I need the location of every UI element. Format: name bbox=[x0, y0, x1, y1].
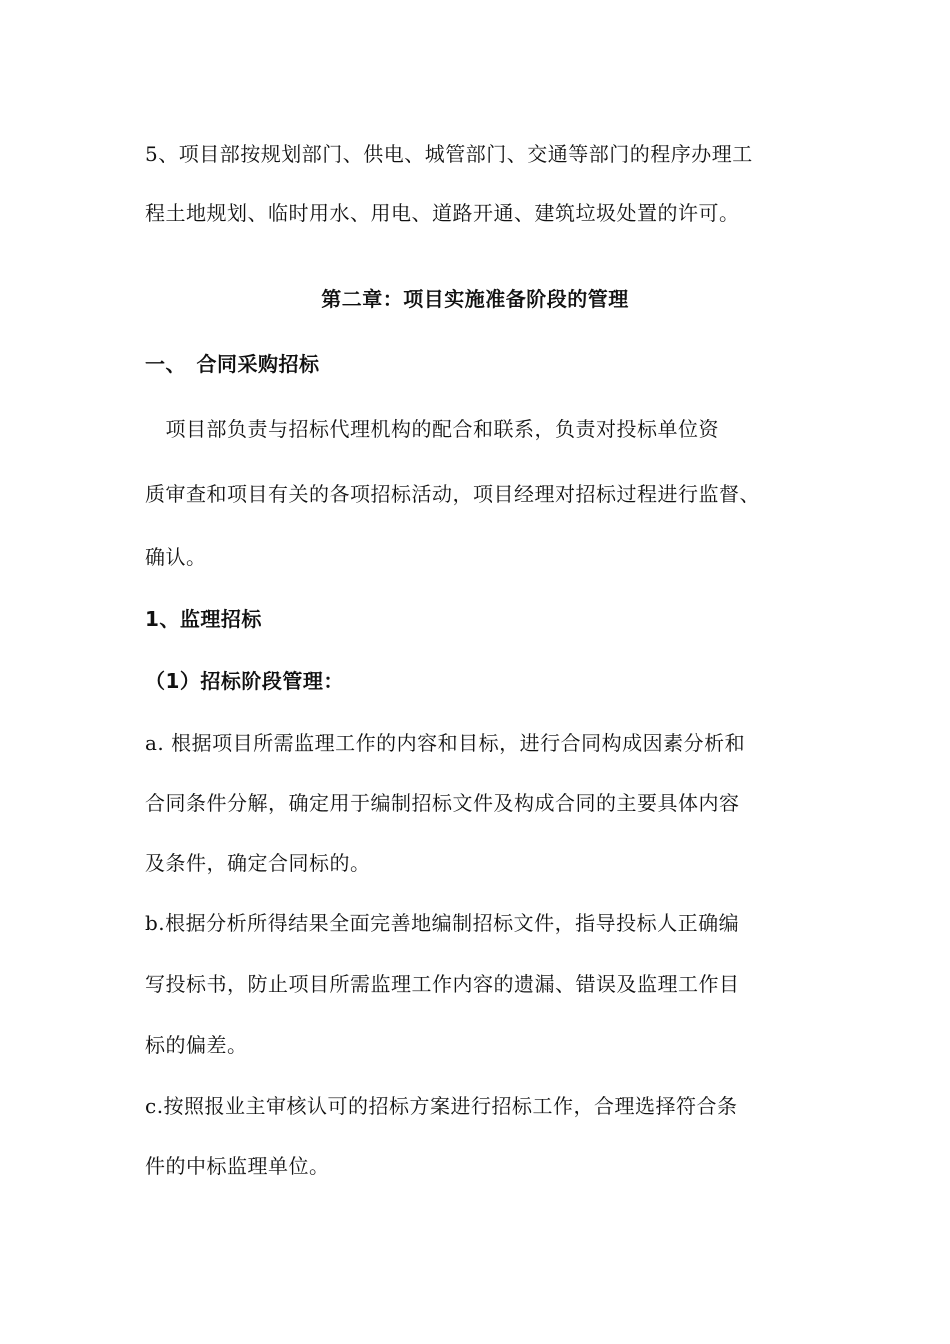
item-b-line-2: 写投标书，防止项目所需监理工作内容的遗漏、错误及监理工作目 bbox=[145, 972, 740, 996]
paragraph-item-5-line-2: 程土地规划、临时用水、用电、道路开通、建筑垃圾处置的许可。 bbox=[145, 201, 740, 225]
body-paragraph-line-2: 质审查和项目有关的各项招标活动，项目经理对招标过程进行监督、 bbox=[145, 482, 760, 506]
item-a-line-3: 及条件，确定合同标的。 bbox=[145, 851, 371, 875]
item-a-line-2: 合同条件分解，确定用于编制招标文件及构成合同的主要具体内容 bbox=[145, 791, 740, 815]
item-a-line-1: a. 根据项目所需监理工作的内容和目标，进行合同构成因素分析和 bbox=[145, 731, 746, 755]
paragraph-item-5-line-1: 5、项目部按规划部门、供电、城管部门、交通等部门的程序办理工 bbox=[145, 142, 753, 166]
item-b-line-3: 标的偏差。 bbox=[145, 1033, 248, 1057]
body-paragraph-line-1: 项目部负责与招标代理机构的配合和联系，负责对投标单位资 bbox=[145, 417, 719, 441]
body-paragraph-line-3: 确认。 bbox=[145, 545, 207, 569]
subsection-heading-1-1: （1）招标阶段管理： bbox=[145, 669, 344, 693]
item-c-line-2: 件的中标监理单位。 bbox=[145, 1154, 330, 1178]
chapter-heading: 第二章：项目实施准备阶段的管理 bbox=[321, 287, 629, 311]
section-heading-1: 一、 合同采购招标 bbox=[145, 352, 320, 376]
item-b-line-1: b.根据分析所得结果全面完善地编制招标文件，指导投标人正确编 bbox=[145, 911, 740, 935]
subsection-heading-1: 1、监理招标 bbox=[145, 607, 262, 631]
item-c-line-1: c.按照报业主审核认可的招标方案进行招标工作，合理选择符合条 bbox=[145, 1094, 738, 1118]
